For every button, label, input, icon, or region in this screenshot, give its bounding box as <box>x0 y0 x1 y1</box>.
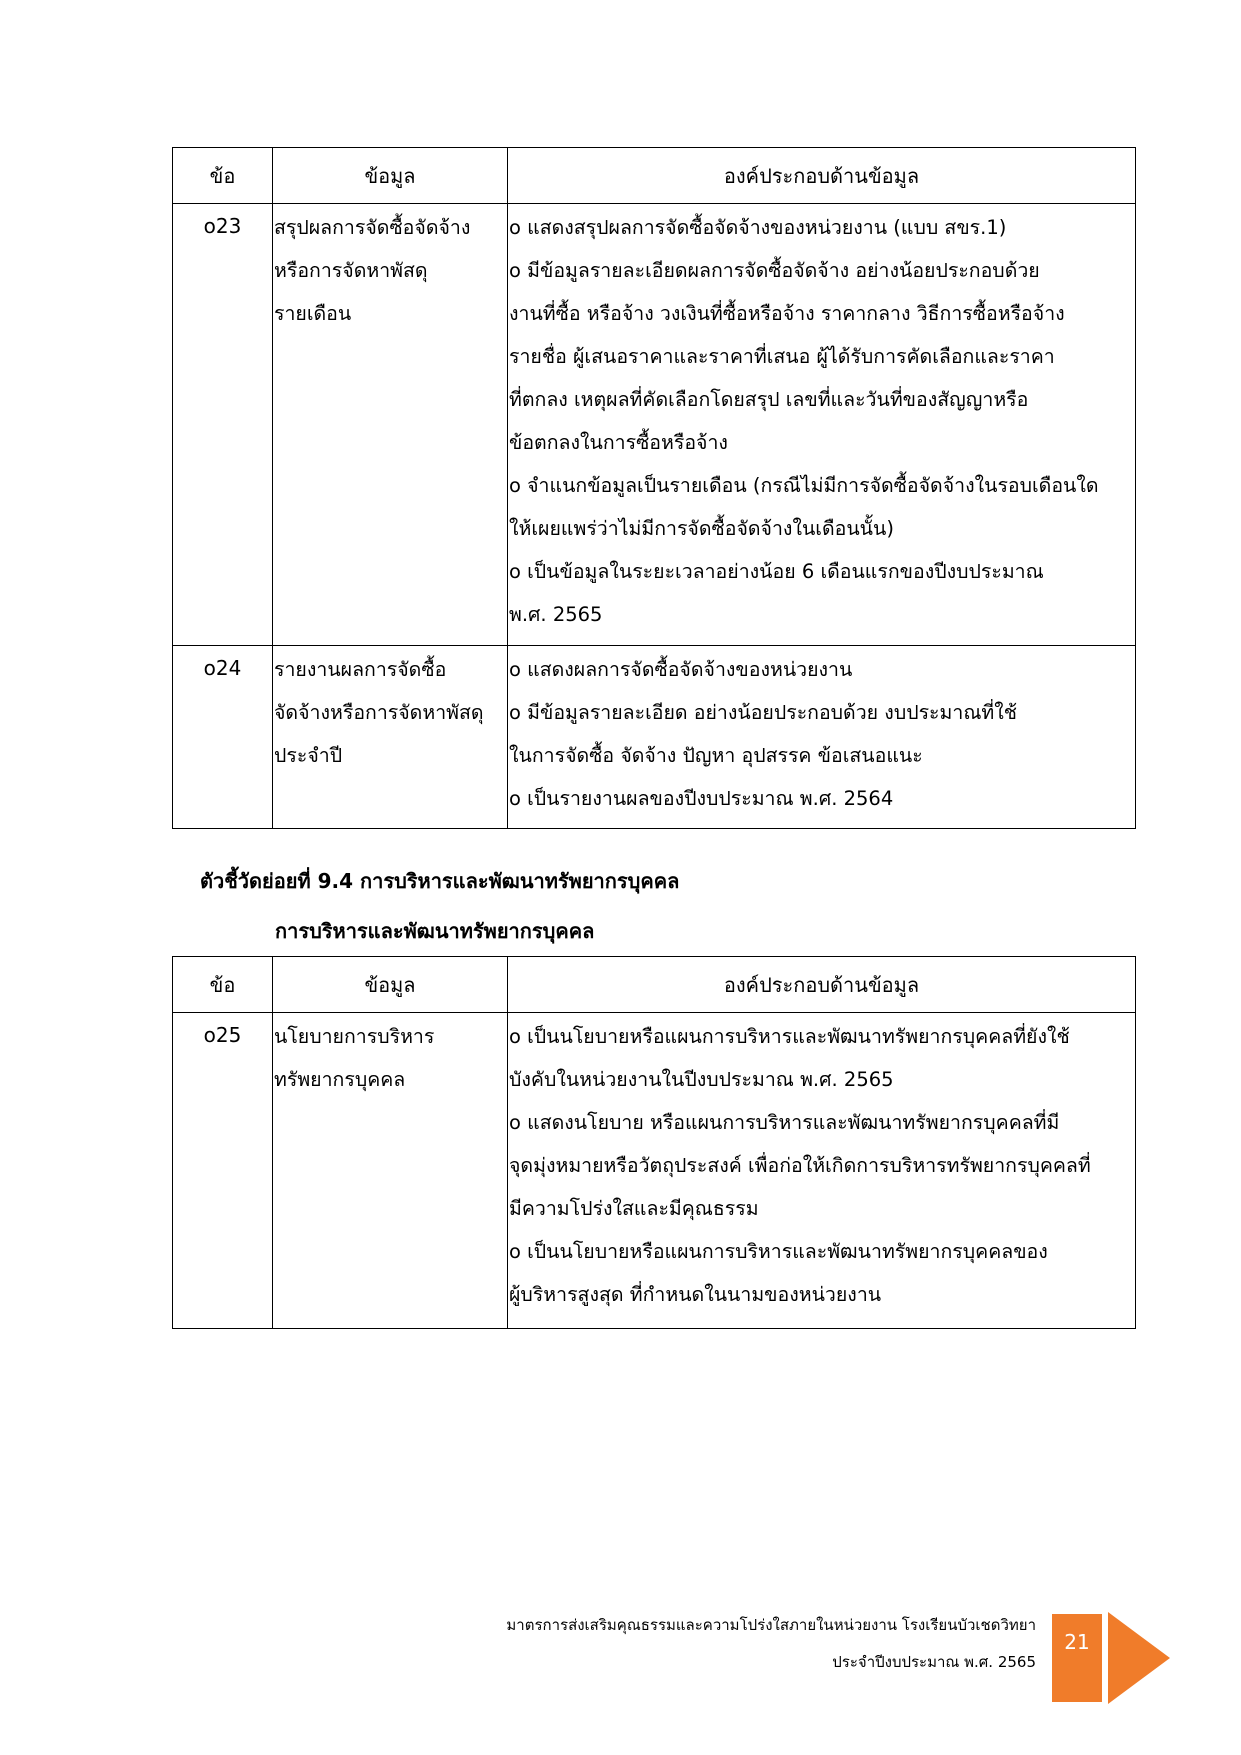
item-line: o เป็นข้อมูลในระยะเวลาอย่างน้อย 6 เดือนแรกของปีงบประมาณ <box>509 560 1044 583</box>
item-line: มีความโปร่งใสและมีคุณธรรม <box>509 1197 759 1220</box>
table-header-row <box>173 148 1136 204</box>
item-line: บังคับในหน่วยงานในปีงบประมาณ พ.ศ. 2565 <box>509 1068 894 1091</box>
item-line: o แสดงสรุปผลการจัดซื้อจัดจ้างของหน่วยงาน (แบบ สขร.1) <box>509 216 1007 239</box>
header-items: องค์ประกอบด้านข้อมูล <box>508 148 1136 204</box>
item-line: o มีข้อมูลรายละเอียดผลการจัดซื้อจัดจ้าง อย่างน้อยประกอบด้วย <box>509 259 1040 282</box>
item-line: o จำแนกข้อมูลเป็นรายเดือน (กรณีไม่มีการจัดซื้อจัดจ้างในรอบเดือนใด <box>509 474 1099 497</box>
row-info <box>273 204 508 646</box>
row-items <box>508 646 1136 829</box>
item-line: พ.ศ. 2565 <box>509 603 603 626</box>
table-row <box>173 1013 1136 1329</box>
table-row <box>173 646 1136 829</box>
item-line: รายชื่อ ผู้เสนอราคาและราคาที่เสนอ ผู้ได้รับการคัดเลือกและราคา <box>509 345 1055 368</box>
header-no: ข้อ <box>173 148 273 204</box>
row-code: o23 <box>173 204 273 646</box>
header-items: องค์ประกอบด้านข้อมูล <box>508 957 1136 1013</box>
section-subheading: การบริหารและพัฒนาทรัพยากรบุคคล <box>275 919 595 943</box>
info-line: จัดจ้างหรือการจัดหาพัสดุ <box>274 701 484 724</box>
info-line: หรือการจัดหาพัสดุ <box>274 259 428 282</box>
section-heading: ตัวชี้วัดย่อยที่ 9.4 การบริหารและพัฒนาทรัพยากรบุคคล <box>200 869 680 893</box>
item-line: ให้เผยแพร่ว่าไม่มีการจัดซื้อจัดจ้างในเดือนนั้น) <box>509 517 894 540</box>
procurement-table <box>172 147 1136 829</box>
table-header-row <box>173 957 1136 1013</box>
row-items <box>508 204 1136 646</box>
item-line: ข้อตกลงในการซื้อหรือจ้าง <box>509 431 728 454</box>
header-no: ข้อ <box>173 957 273 1013</box>
item-line: o เป็นนโยบายหรือแผนการบริหารและพัฒนาทรัพยากรบุคคลที่ยังใช้ <box>509 1025 1070 1048</box>
hr-table <box>172 956 1136 1329</box>
item-line: o เป็นรายงานผลของปีงบประมาณ พ.ศ. 2564 <box>509 787 894 810</box>
item-line: งานที่ซื้อ หรือจ้าง วงเงินที่ซื้อหรือจ้าง ราคากลาง วิธีการซื้อหรือจ้าง <box>509 302 1065 325</box>
page-number-badge <box>1052 1614 1102 1702</box>
row-code: o25 <box>173 1013 273 1329</box>
item-line: o มีข้อมูลรายละเอียด อย่างน้อยประกอบด้วย งบประมาณที่ใช้ <box>509 701 1018 724</box>
item-line: o แสดงผลการจัดซื้อจัดจ้างของหน่วยงาน <box>509 658 853 681</box>
item-line: ในการจัดซื้อ จัดจ้าง ปัญหา อุปสรรค ข้อเสนอแนะ <box>509 744 923 767</box>
info-line: รายเดือน <box>274 302 352 325</box>
table-row <box>173 204 1136 646</box>
info-line: นโยบายการบริหาร <box>274 1025 435 1048</box>
row-items <box>508 1013 1136 1329</box>
info-line: ประจำปี <box>274 744 343 767</box>
item-line: ผู้บริหารสูงสุด ที่กำหนดในนามของหน่วยงาน <box>509 1283 882 1306</box>
info-line: รายงานผลการจัดซื้อ <box>274 658 447 681</box>
arrow-right-icon <box>1108 1612 1170 1704</box>
item-line: o แสดงนโยบาย หรือแผนการบริหารและพัฒนาทรัพยากรบุคคลที่มี <box>509 1111 1060 1134</box>
header-info: ข้อมูล <box>273 957 508 1013</box>
row-code: o24 <box>173 646 273 829</box>
item-line: ที่ตกลง เหตุผลที่คัดเลือกโดยสรุป เลขที่และวันที่ของสัญญาหรือ <box>509 388 1029 411</box>
info-line: สรุปผลการจัดซื้อจัดจ้าง <box>274 216 471 239</box>
page-number: 21 <box>1064 1630 1090 1654</box>
footer-title: มาตรการส่งเสริมคุณธรรมและความโปร่งใสภายในหน่วยงาน โรงเรียนบัวเชดวิทยา <box>506 1616 1036 1634</box>
header-info: ข้อมูล <box>273 148 508 204</box>
row-info <box>273 646 508 829</box>
footer-subtitle: ประจำปีงบประมาณ พ.ศ. 2565 <box>832 1653 1036 1671</box>
info-line: ทรัพยากรบุคคล <box>274 1068 406 1091</box>
item-line: o เป็นนโยบายหรือแผนการบริหารและพัฒนาทรัพยากรบุคคลของ <box>509 1240 1048 1263</box>
row-info <box>273 1013 508 1329</box>
item-line: จุดมุ่งหมายหรือวัตถุประสงค์ เพื่อก่อให้เกิดการบริหารทรัพยากรบุคคลที่ <box>509 1154 1091 1177</box>
